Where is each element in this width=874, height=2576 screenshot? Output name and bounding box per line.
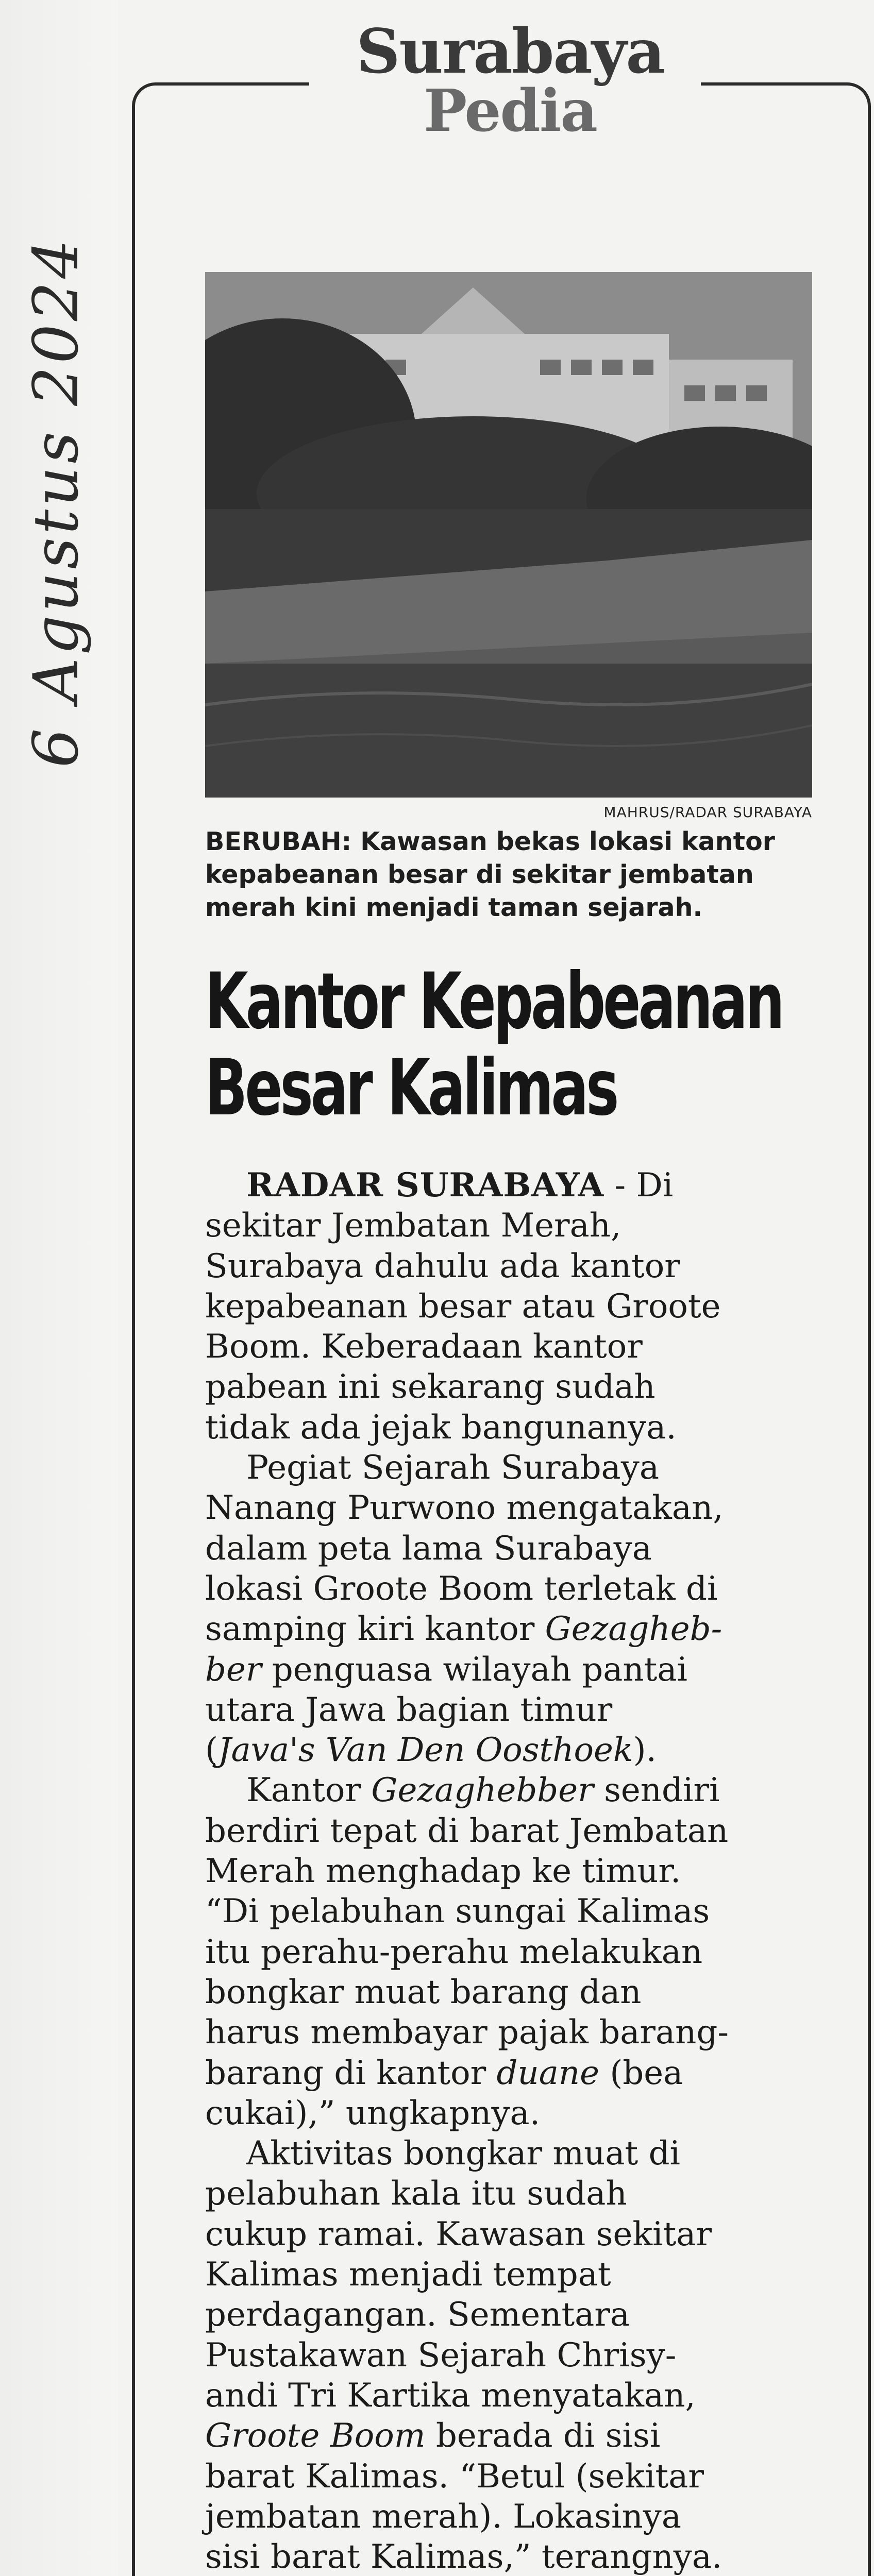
p1-line: - Di	[604, 1166, 674, 1205]
paragraph-3	[205, 1770, 823, 2133]
rubric-header	[278, 15, 742, 155]
p2-line: ).	[633, 1731, 657, 1770]
headline-line-1: Kantor Kepabeanan	[205, 957, 782, 1046]
article-photo	[205, 272, 812, 798]
p3-line: sendiri	[593, 1771, 720, 1810]
p2-line: dalam peta lama Surabaya	[205, 1529, 652, 1568]
p4-line: sisi barat Kalimas,” terangnya.	[205, 2538, 722, 2576]
p2-line: utara Jawa bagian timur	[205, 1690, 613, 1729]
p3-line: barang di kantor	[205, 2054, 497, 2092]
p4-line: perdagangan. Sementara	[205, 2296, 630, 2334]
p3-line: berdiri tepat di barat Jembatan	[205, 1811, 729, 1850]
p3-line: (bea	[599, 2054, 683, 2092]
p2-line: samping kiri kantor	[205, 1610, 545, 1649]
p4-line: cukup ramai. Kawasan sekitar	[205, 2215, 712, 2253]
headline-line-2: Besar Kalimas	[205, 1043, 617, 1133]
p1-line: sekitar Jembatan Merah,	[205, 1207, 621, 1245]
p4-line: Pustakawan Sejarah Chrisy-	[205, 2336, 677, 2375]
photo-credit: MAHRUS/RADAR SURABAYA	[603, 804, 812, 821]
p4-line: pelabuhan kala itu sudah	[205, 2175, 627, 2213]
rubric-subtitle: Pedia	[424, 77, 597, 145]
p3-italic: duane	[496, 2054, 599, 2092]
paragraph-4	[205, 2133, 823, 2576]
paragraph-1	[205, 1165, 823, 1448]
p1-line: pabean ini sekarang sudah	[205, 1368, 656, 1406]
p1-line: Surabaya dahulu ada kantor	[205, 1247, 680, 1285]
p2-italic: ber	[205, 1650, 262, 1689]
p4-line: jembatan merah). Lokasinya	[205, 2497, 681, 2536]
rubric-title: Surabaya	[356, 15, 664, 87]
article-body	[205, 1165, 823, 2576]
p3-line: “Di pelabuhan sungai Kalimas	[205, 1892, 710, 1931]
p3-line: itu perahu-perahu melakukan	[205, 1933, 703, 1971]
p4-line: berada di sisi	[425, 2417, 661, 2455]
p4-line: Aktivitas bongkar muat di	[246, 2134, 680, 2173]
paragraph-2	[205, 1448, 823, 1770]
p1-line: tidak ada jejak bangunanya.	[205, 1408, 677, 1447]
dateline: RADAR SURABAYA	[246, 1166, 604, 1205]
p4-italic: Groote Boom	[205, 2417, 426, 2455]
p2-line: (	[205, 1731, 218, 1770]
p3-line: cukai),” ungkapnya.	[205, 2094, 541, 2132]
p2-line: penguasa wilayah pantai	[261, 1650, 687, 1689]
photo-illustration	[205, 272, 812, 798]
p2-line: Nanang Purwono mengatakan,	[205, 1489, 724, 1528]
p3-line: Kantor	[246, 1771, 372, 1810]
handwritten-date: 6 Agustus 2024	[21, 236, 92, 768]
p3-line: Merah menghadap ke timur.	[205, 1852, 681, 1891]
p2-italic: Java's Van Den Oosthoek	[217, 1731, 633, 1770]
p2-line: lokasi Groote Boom terletak di	[205, 1569, 718, 1608]
p2-line: Pegiat Sejarah Surabaya	[246, 1449, 659, 1487]
photo-caption: BERUBAH: Kawasan bekas lokasi kantor kepabeanan besar di sekitar jembatan merah kini menjadi taman sejarah.	[205, 827, 775, 922]
p1-line: kepabeanan besar atau Groote	[205, 1287, 721, 1326]
p3-italic: Gezaghebber	[371, 1771, 594, 1810]
p3-line: bongkar muat barang dan	[205, 1973, 642, 2011]
p2-italic: Gezagheb-	[545, 1610, 722, 1649]
p1-line: Boom. Keberadaan kantor	[205, 1328, 643, 1366]
article-headline	[205, 957, 782, 1133]
p4-line: barat Kalimas. “Betul (sekitar	[205, 2457, 704, 2496]
p4-line: andi Tri Kartika menyatakan,	[205, 2376, 696, 2415]
p4-line: Kalimas menjadi tempat	[205, 2256, 611, 2294]
p3-line: harus membayar pajak barang-	[205, 2013, 729, 2052]
